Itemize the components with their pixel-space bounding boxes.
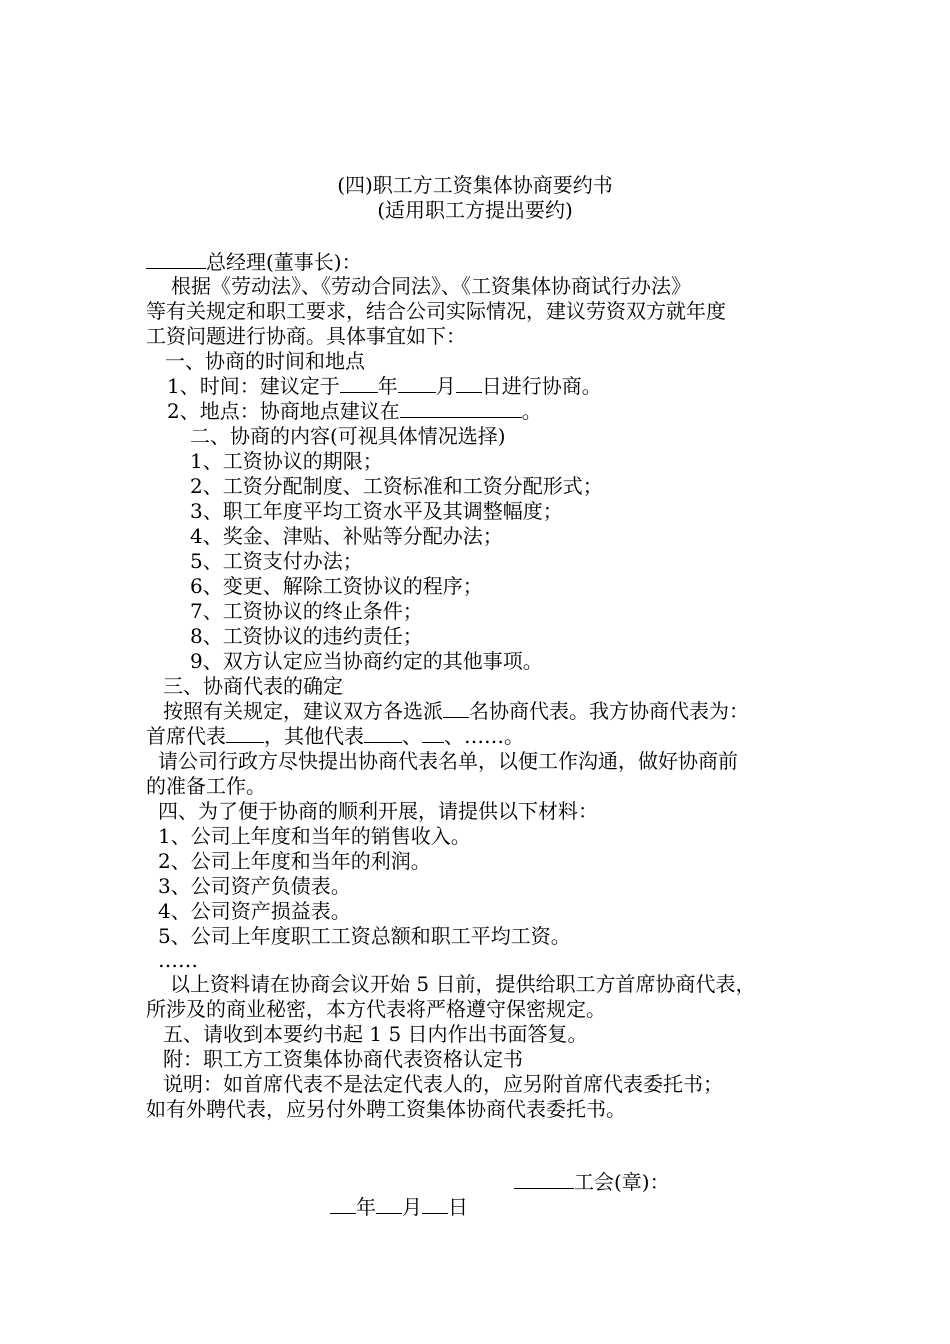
section-4-ellipsis: ……: [158, 948, 198, 972]
document-subtitle: (适用职工方提出要约): [377, 198, 573, 222]
blank-chief-rep: [226, 724, 264, 743]
section-4-item: 4、公司资产损益表。: [158, 899, 351, 923]
section-3-para-3-cont: 的准备工作。: [146, 774, 266, 798]
section-1-heading: 一、协商的时间和地点: [165, 349, 365, 373]
signature-line: 工会(章)：: [514, 1170, 670, 1194]
intro-line-2: 等有关规定和职工要求，结合公司实际情况，建议劳资双方就年度: [146, 299, 726, 323]
blank-date-year: [330, 1195, 356, 1214]
section-2-item: 8、工资协议的违约责任；: [190, 624, 423, 648]
section-2-item: 5、工资支付办法；: [190, 549, 363, 573]
intro-line-3: 工资问题进行协商。具体事宜如下：: [146, 324, 466, 348]
section-4-item: 5、公司上年度职工工资总额和职工平均工资。: [158, 924, 571, 948]
blank-other-rep: [364, 724, 402, 743]
blank-place: [400, 399, 522, 418]
section-3-heading: 三、协商代表的确定: [163, 674, 343, 698]
salutation: 总经理(董事长)：: [146, 250, 362, 274]
section-3-para-2: 首席代表 ，其他代表 、 、……。: [146, 724, 524, 748]
blank-day: [456, 374, 482, 393]
section-3-para-3: 请公司行政方尽快提出协商代表名单，以便工作沟通，做好协商前: [158, 749, 738, 773]
section-2-heading: 二、协商的内容(可视具体情况选择): [190, 424, 506, 448]
section-1-place: 2、地点：协商地点建议在 。: [167, 399, 542, 423]
section-3-para-1: 按照有关规定，建议双方各选派 名协商代表。我方协商代表为：: [163, 699, 749, 723]
explanation-line-1: 说明：如首席代表不是法定代表人的，应另附首席代表委托书；: [163, 1072, 723, 1096]
section-4-note-2: 所涉及的商业秘密，本方代表将严格遵守保密规定。: [146, 997, 606, 1021]
section-2-item: 2、工资分配制度、工资标准和工资分配形式；: [190, 474, 603, 498]
section-1-time: 1、时间：建议定于 年 月 日进行协商。: [167, 374, 602, 398]
attachment-line: 附：职工方工资集体协商代表资格认定书: [163, 1047, 523, 1071]
section-4-heading: 四、为了便于协商的顺利开展，请提供以下材料：: [158, 799, 598, 823]
blank-other-rep: [422, 724, 444, 743]
section-2-item: 9、双方认定应当协商约定的其他事项。: [190, 649, 543, 673]
section-4-item: 3、公司资产负债表。: [158, 874, 351, 898]
blank-recipient: [146, 250, 206, 269]
section-4-note-1: 以上资料请在协商会议开始 5 日前，提供给职工方首席协商代表，: [170, 972, 756, 996]
date-line: 年 月 日: [330, 1195, 468, 1219]
section-2-item: 1、工资协议的期限；: [190, 449, 383, 473]
document-title: (四)职工方工资集体协商要约书: [337, 173, 613, 197]
blank-rep-count: [443, 699, 469, 718]
section-2-item: 3、职工年度平均工资水平及其调整幅度；: [190, 499, 563, 523]
section-4-item: 1、公司上年度和当年的销售收入。: [158, 824, 471, 848]
blank-union-name: [514, 1170, 574, 1189]
blank-date-month: [376, 1195, 402, 1214]
section-5: 五、请收到本要约书起 1 5 日内作出书面答复。: [163, 1022, 588, 1046]
explanation-line-2: 如有外聘代表，应另付外聘工资集体协商代表委托书。: [146, 1097, 626, 1121]
section-2-item: 6、变更、解除工资协议的程序；: [190, 574, 483, 598]
section-2-item: 4、奖金、津贴、补贴等分配办法；: [190, 524, 503, 548]
intro-line-1: 根据《劳动法》、《劳动合同法》、《工资集体协商试行办法》: [171, 274, 691, 298]
section-4-item: 2、公司上年度和当年的利润。: [158, 849, 431, 873]
blank-year: [340, 374, 378, 393]
blank-date-day: [422, 1195, 448, 1214]
section-2-item: 7、工资协议的终止条件；: [190, 599, 423, 623]
blank-month: [398, 374, 436, 393]
